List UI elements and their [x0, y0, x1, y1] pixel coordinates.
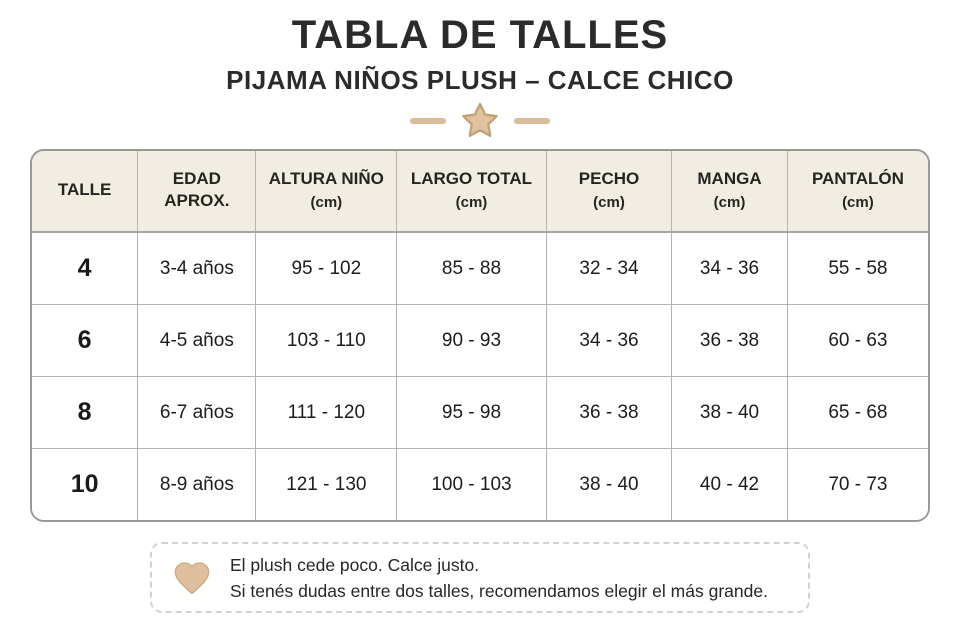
- cell-altura: 95 - 102: [256, 232, 397, 305]
- size-table: [30, 149, 930, 522]
- cell-manga: 36 - 38: [672, 305, 788, 377]
- column-header-talle: [32, 151, 138, 232]
- cell-altura: 121 - 130: [256, 449, 397, 521]
- cell-pecho: 36 - 38: [546, 377, 671, 449]
- cell-manga: 38 - 40: [672, 377, 788, 449]
- table-row-size-6: [32, 305, 928, 377]
- column-header-unit: (cm): [713, 194, 746, 211]
- column-header-label: LARGO TOTAL: [410, 169, 533, 188]
- header-row: [32, 151, 928, 232]
- cell-pantalon: 60 - 63: [787, 305, 928, 377]
- cell-edad: 4-5 años: [138, 305, 256, 377]
- cell-edad: 3-4 años: [138, 232, 256, 305]
- star-divider: [0, 102, 960, 140]
- cell-pecho: 34 - 36: [546, 305, 671, 377]
- column-header-manga: [672, 151, 788, 232]
- table-row-size-4: [32, 232, 928, 305]
- cell-largo: 90 - 93: [397, 305, 547, 377]
- table-row-size-8: [32, 377, 928, 449]
- size-table-grid: [32, 151, 928, 520]
- cell-pecho: 38 - 40: [546, 449, 671, 521]
- star-icon: [460, 101, 500, 141]
- cell-pecho: 32 - 34: [546, 232, 671, 305]
- column-header-label: TALLE: [57, 180, 112, 199]
- cell-pantalon: 55 - 58: [787, 232, 928, 305]
- column-header-label: EDAD APROX.: [164, 169, 230, 210]
- heart-icon: [172, 558, 212, 598]
- column-header-label: PANTALÓN: [811, 169, 904, 188]
- cell-edad: 8-9 años: [138, 449, 256, 521]
- column-header-label: ALTURA NIÑO: [268, 169, 384, 188]
- column-header-unit: (cm): [842, 194, 874, 211]
- column-header-label: PECHO: [578, 169, 640, 188]
- dash-left-icon: [410, 118, 446, 124]
- cell-manga: 34 - 36: [672, 232, 788, 305]
- cell-altura: 111 - 120: [256, 377, 397, 449]
- cell-size: 4: [32, 232, 138, 305]
- cell-largo: 95 - 98: [397, 377, 547, 449]
- cell-pantalon: 70 - 73: [787, 449, 928, 521]
- cell-size: 8: [32, 377, 138, 449]
- column-header-pecho: [546, 151, 671, 232]
- column-header-unit: (cm): [593, 194, 625, 211]
- column-header-edad: [138, 151, 256, 232]
- column-header-unit: (cm): [455, 194, 488, 211]
- column-header-largo: [397, 151, 547, 232]
- table-row-size-10: [32, 449, 928, 521]
- page-title: TABLA DE TALLES: [291, 13, 669, 57]
- cell-size: 10: [32, 449, 138, 521]
- fit-note-line-1: El plush cede poco. Calce justo.: [230, 554, 480, 575]
- cell-manga: 40 - 42: [672, 449, 788, 521]
- column-header-altura: [256, 151, 397, 232]
- column-header-unit: (cm): [310, 194, 343, 211]
- cell-size: 6: [32, 305, 138, 377]
- cell-edad: 6-7 años: [138, 377, 256, 449]
- dash-right-icon: [514, 118, 550, 124]
- cell-pantalon: 65 - 68: [787, 377, 928, 449]
- column-header-pantalon: [787, 151, 928, 232]
- cell-largo: 100 - 103: [397, 449, 547, 521]
- page-subtitle: PIJAMA NIÑOS PLUSH – CALCE CHICO: [226, 65, 734, 95]
- cell-altura: 103 - 110: [256, 305, 397, 377]
- fit-note-text: [230, 552, 768, 604]
- fit-note: [150, 542, 810, 613]
- cell-largo: 85 - 88: [397, 232, 547, 305]
- fit-note-line-2: Si tenés dudas entre dos talles, recomendamos elegir el más grande.: [230, 580, 768, 601]
- column-header-label: MANGA: [697, 169, 762, 188]
